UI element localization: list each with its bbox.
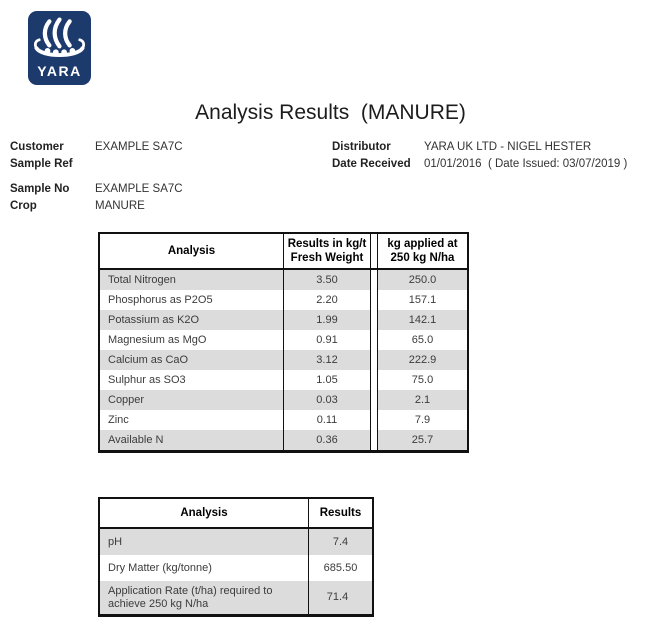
applied-cell: 75.0 <box>377 370 467 390</box>
secondary-results-table <box>98 497 374 617</box>
analysis-cell: Zinc <box>108 414 129 426</box>
result-cell: 0.03 <box>283 390 371 410</box>
customer-value: EXAMPLE SA7C <box>95 141 183 153</box>
result-cell: 71.4 <box>308 581 372 614</box>
col-header-applied: kg applied at 250 kg N/ha <box>377 234 467 270</box>
date-received-value: 01/01/2016 ( Date Issued: 03/07/2019 ) <box>424 158 628 170</box>
analysis-cell: Calcium as CaO <box>100 350 283 370</box>
sample-ref-label: Sample Ref <box>10 158 73 170</box>
applied-cell: 65.0 <box>377 330 467 350</box>
distributor-value: YARA UK LTD - NIGEL HESTER <box>424 141 592 153</box>
analysis-cell: Application Rate (t/ha) required to achieve 250 kg N/ha <box>100 581 308 614</box>
col-header-results: Results <box>308 499 372 529</box>
result-cell: 0.11 <box>283 410 371 430</box>
result-cell: 3.50 <box>283 270 371 290</box>
applied-cell: 222.9 <box>377 350 467 370</box>
applied-cell: 2.1 <box>377 390 467 410</box>
col-header-analysis: Analysis <box>100 234 283 270</box>
analysis-cell: Sulphur as SO3 <box>108 374 186 386</box>
date-received-label: Date Received <box>332 158 411 170</box>
analysis-cell: Magnesium as MgO <box>108 334 207 346</box>
sample-no-label: Sample No <box>10 183 70 195</box>
result-cell: 3.12 <box>283 350 371 370</box>
result-cell: 1.05 <box>283 370 371 390</box>
result-cell: 7.4 <box>308 529 372 555</box>
applied-cell: 7.9 <box>377 410 467 430</box>
analysis-cell: Dry Matter (kg/tonne) <box>108 562 212 574</box>
col-header-results: Results in kg/t Fresh Weight <box>283 234 371 270</box>
result-cell: 2.20 <box>283 290 371 310</box>
applied-cell: 157.1 <box>377 290 467 310</box>
applied-cell: 25.7 <box>377 430 467 450</box>
page-title: Analysis Results (MANURE) <box>195 101 466 124</box>
applied-cell: 142.1 <box>377 310 467 330</box>
crop-value: MANURE <box>95 200 145 212</box>
result-cell: 685.50 <box>308 555 372 581</box>
crop-label: Crop <box>10 200 37 212</box>
analysis-cell: Phosphorus as P2O5 <box>108 294 213 306</box>
sample-no-value: EXAMPLE SA7C <box>95 183 183 195</box>
main-analysis-table <box>98 232 469 453</box>
yara-logo <box>28 11 91 85</box>
distributor-label: Distributor <box>332 141 391 153</box>
result-cell: 1.99 <box>283 310 371 330</box>
customer-label: Customer <box>10 141 64 153</box>
analysis-cell: pH <box>100 529 308 555</box>
analysis-cell: Copper <box>100 390 283 410</box>
col-header-analysis: Analysis <box>100 499 308 529</box>
result-cell: 0.36 <box>283 430 371 450</box>
analysis-cell: Total Nitrogen <box>100 270 283 290</box>
analysis-cell: Potassium as K2O <box>100 310 283 330</box>
applied-cell: 250.0 <box>377 270 467 290</box>
viking-ship-icon <box>30 14 89 62</box>
yara-logo-text: YARA <box>37 63 82 79</box>
result-cell: 0.91 <box>283 330 371 350</box>
analysis-cell: Available N <box>100 430 283 450</box>
